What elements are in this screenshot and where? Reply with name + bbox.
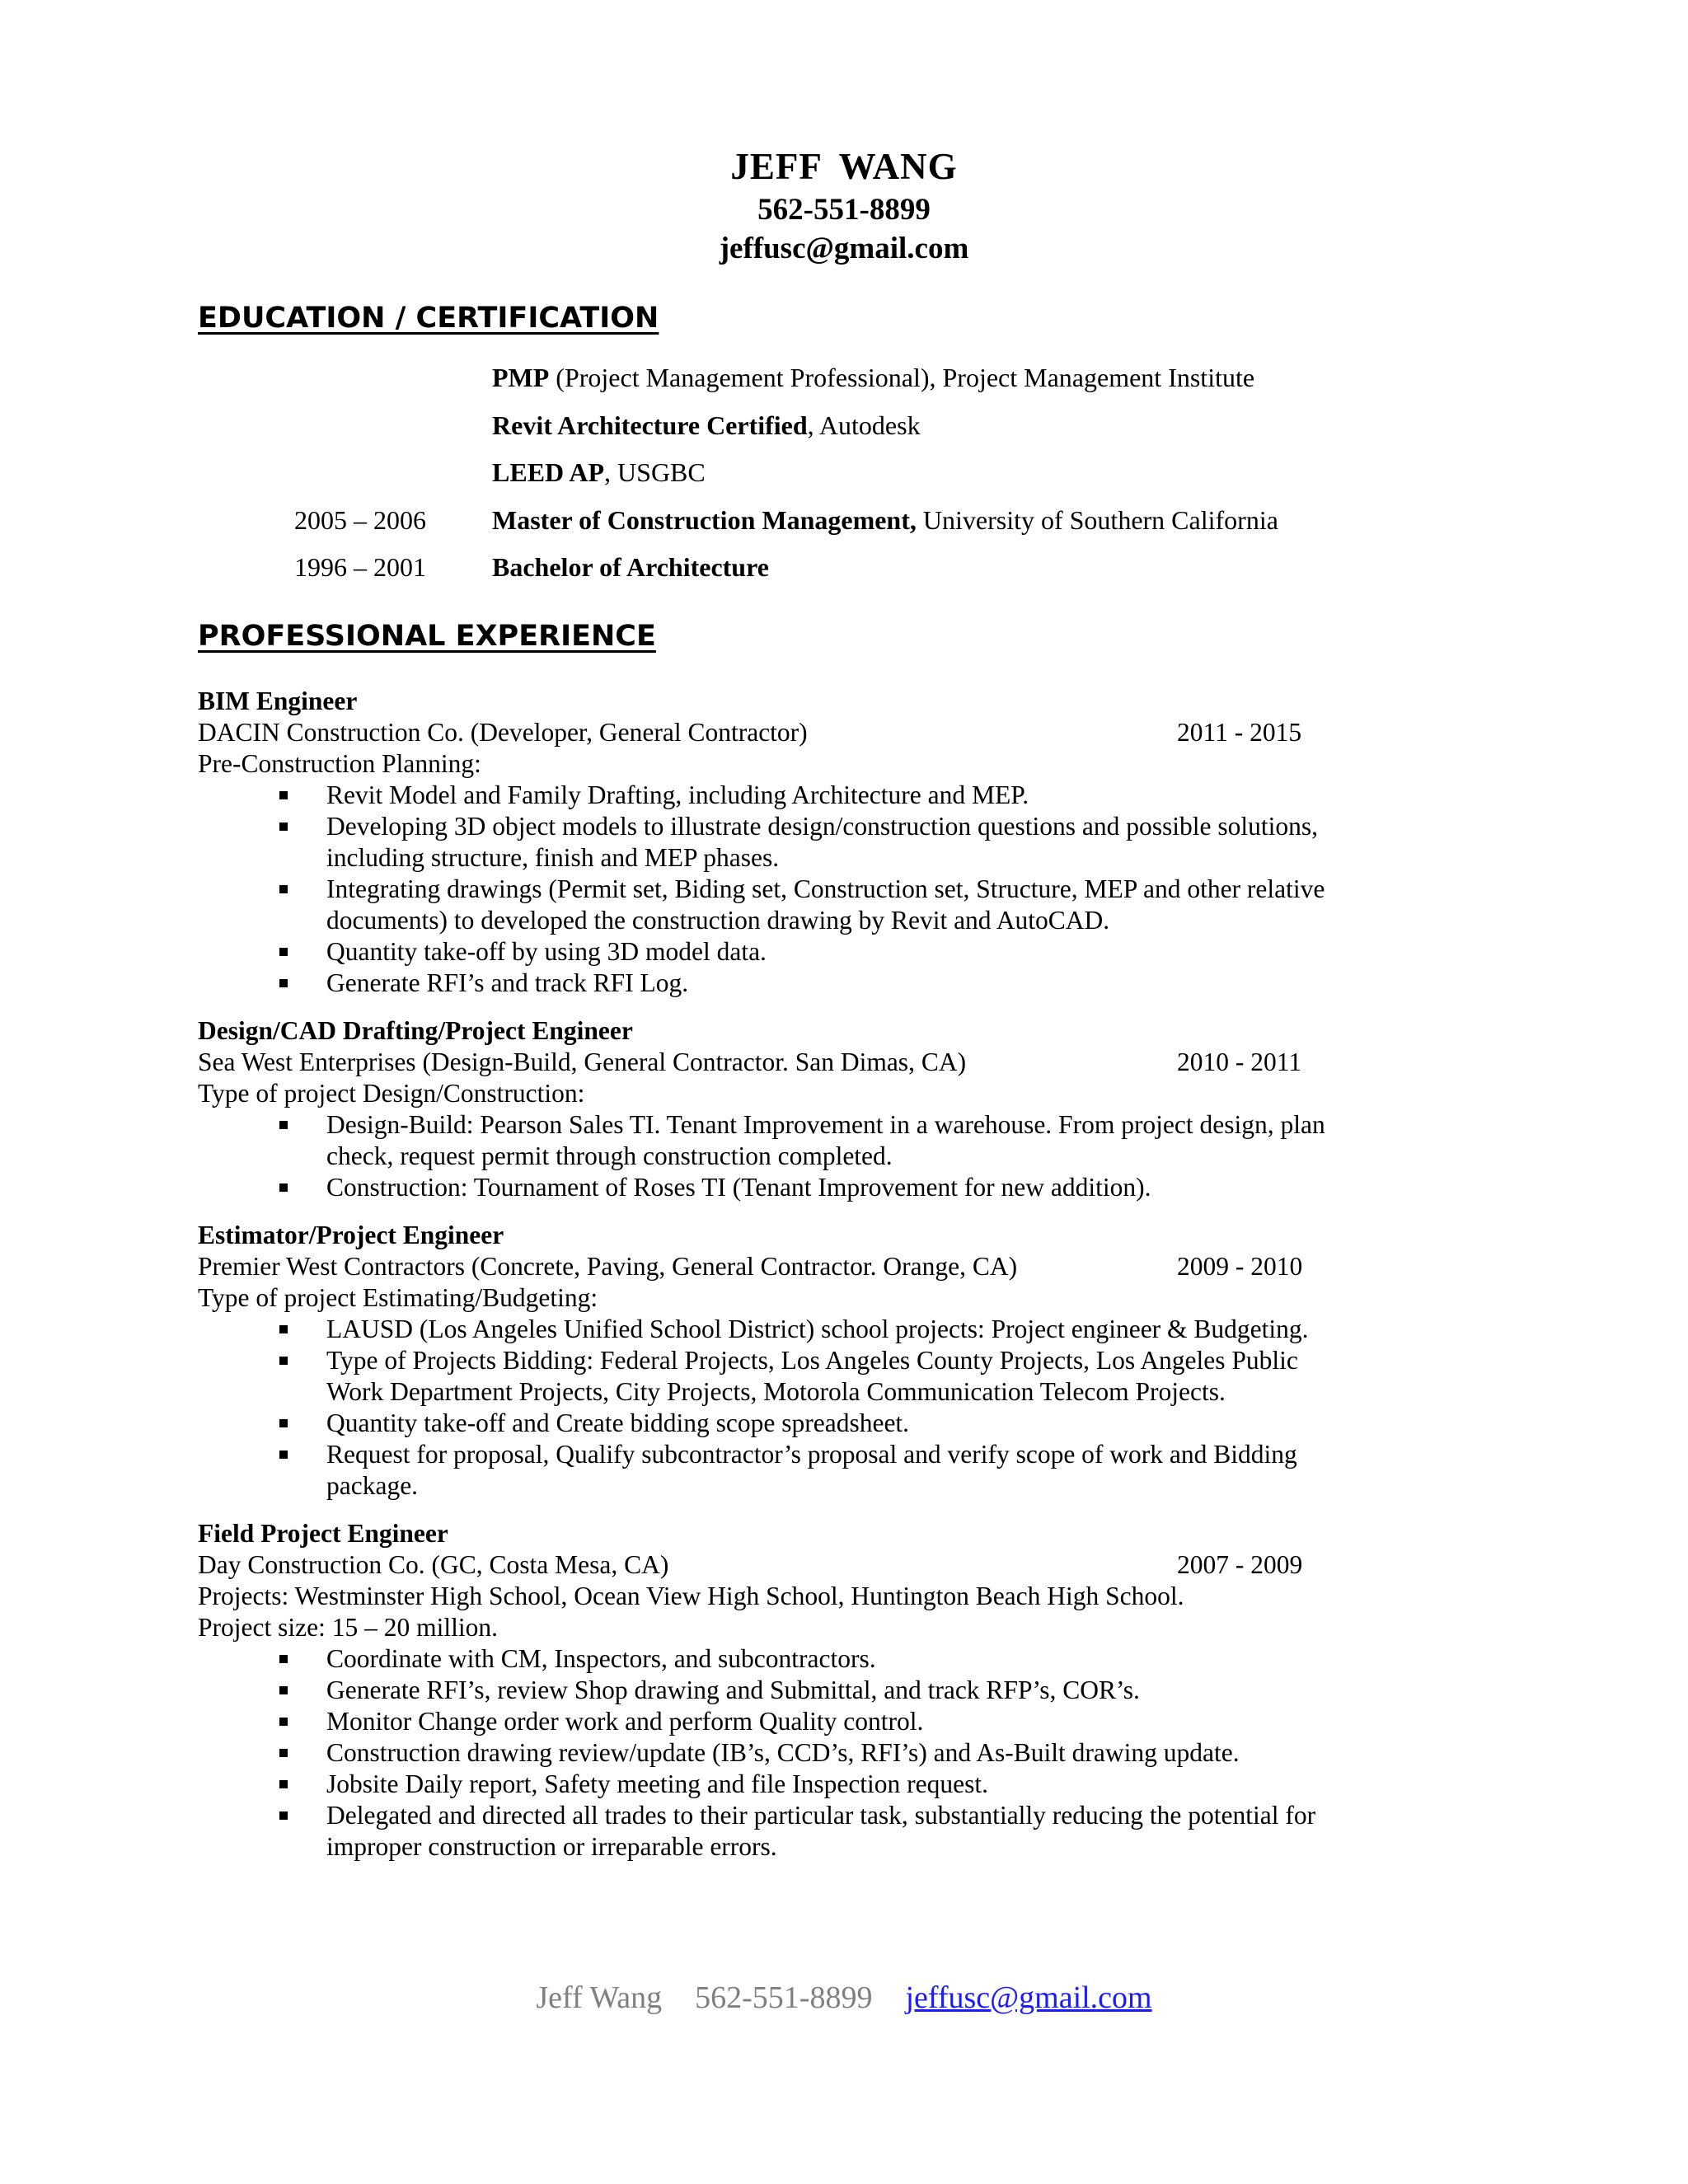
square-bullet-icon (279, 979, 288, 987)
job-bullet-list (198, 1643, 1434, 1863)
education-item (0, 457, 1688, 505)
education-entry (492, 363, 1254, 393)
job-bullet-text: LAUSD (Los Angeles Unified School District) school projects: Project engineer & Budgeting. (326, 1315, 1309, 1343)
education-credential: Bachelor of Architecture (492, 552, 769, 582)
job-description: Type of project Design/Construction: (198, 1079, 585, 1108)
education-credential: Master of Construction Management, (492, 504, 917, 535)
education-credential: PMP (492, 363, 550, 392)
job-bullet-text: Jobsite Daily report, Safety meeting and file Inspection request. (326, 1769, 989, 1798)
job-years: 2011 - 2015 (1177, 718, 1302, 747)
square-bullet-icon (279, 1811, 288, 1820)
job-bullet-text: Quantity take-off and Create bidding scope spreadsheet. (326, 1408, 910, 1437)
education-heading: EDUCATION / CERTIFICATION (198, 302, 659, 335)
job-bullet (198, 1706, 1356, 1737)
experience-heading: PROFESSIONAL EXPERIENCE (198, 620, 656, 653)
job-bullet (198, 874, 1356, 936)
job-bullet (198, 811, 1356, 874)
job-bullet (198, 1643, 1356, 1675)
education-list (0, 363, 1688, 600)
job-bullet-text: Quantity take-off by using 3D model data. (326, 937, 767, 966)
square-bullet-icon (279, 1183, 288, 1192)
job-description: Project size: 15 – 20 million. (198, 1613, 498, 1642)
job-entry (198, 1220, 1434, 1502)
job-title: BIM Engineer (198, 687, 358, 715)
job-bullet-text: Design-Build: Pearson Sales TI. Tenant Improvement in a warehouse. From project design, plan check, request permit through construction completed. (326, 1110, 1325, 1170)
footer-phone: 562-551-8899 (695, 1980, 873, 2015)
job-bullet-text: Coordinate with CM, Inspectors, and subcontractors. (326, 1644, 876, 1673)
job-bullet-text: Generate RFI’s and track RFI Log. (326, 968, 689, 997)
square-bullet-icon (279, 1121, 288, 1129)
education-detail: , Autodesk (807, 410, 921, 440)
education-credential: LEED AP (492, 457, 605, 487)
job-years: 2009 - 2010 (1177, 1252, 1303, 1281)
education-item (0, 363, 1688, 410)
job-bullet (198, 936, 1356, 968)
job-bullet-list (198, 1109, 1434, 1203)
job-bullet (198, 968, 1356, 999)
job-bullet-text: Integrating drawings (Permit set, Biding set, Construction set, Structure, MEP and other relative documents) to developed the construction drawing by Revit and AutoCAD. (326, 874, 1325, 935)
job-entry (198, 1015, 1434, 1203)
experience-list (198, 686, 1434, 1879)
job-bullet (198, 1408, 1356, 1439)
education-detail: University of Southern California (916, 504, 1278, 535)
job-years: 2007 - 2009 (1177, 1550, 1303, 1579)
job-bullet (198, 1675, 1356, 1706)
job-bullet (198, 1737, 1356, 1769)
education-item (0, 505, 1688, 553)
header-email: jeffusc@gmail.com (719, 232, 969, 265)
job-bullet-text: Monitor Change order work and perform Quality control. (326, 1707, 924, 1736)
job-bullet-list (198, 1314, 1434, 1502)
resume-name: JEFF WANG (730, 146, 958, 187)
square-bullet-icon (279, 948, 288, 956)
job-bullet-text: Delegated and directed all trades to their particular task, substantially reducing the potential for improper construction or irreparable errors. (326, 1801, 1316, 1861)
education-detail: , USGBC (604, 457, 706, 487)
education-years: 2005 – 2006 (294, 504, 426, 535)
job-bullet-text: Request for proposal, Qualify subcontractor’s proposal and verify scope of work and Bidding package. (326, 1440, 1297, 1500)
job-bullet (198, 1172, 1356, 1203)
job-bullet-text: Developing 3D object models to illustrate design/construction questions and possible solutions, including structure, finish and MEP phases. (326, 812, 1318, 872)
job-company: DACIN Construction Co. (Developer, General Contractor) (198, 718, 808, 747)
job-years: 2010 - 2011 (1177, 1047, 1302, 1076)
education-entry (492, 457, 706, 488)
education-entry (492, 552, 769, 583)
job-title: Design/CAD Drafting/Project Engineer (198, 1016, 633, 1045)
job-bullet-text: Construction: Tournament of Roses TI (Tenant Improvement for new addition). (326, 1173, 1151, 1202)
footer-email-link[interactable]: jeffusc@gmail.com (905, 1980, 1152, 2015)
job-bullet (198, 1345, 1356, 1408)
job-bullet (198, 1439, 1356, 1502)
square-bullet-icon (279, 1718, 288, 1726)
job-bullet (198, 780, 1356, 811)
page-footer (0, 1980, 1688, 2016)
job-description: Pre-Construction Planning: (198, 749, 481, 778)
job-description: Type of project Estimating/Budgeting: (198, 1283, 598, 1312)
square-bullet-icon (279, 1325, 288, 1333)
job-bullet (198, 1800, 1356, 1863)
job-bullet-list (198, 780, 1434, 999)
square-bullet-icon (279, 1451, 288, 1459)
square-bullet-icon (279, 1655, 288, 1663)
education-credential: Revit Architecture Certified (492, 410, 808, 440)
job-company-line (198, 1251, 1434, 1282)
square-bullet-icon (279, 823, 288, 831)
education-item (0, 552, 1688, 600)
job-bullet-text: Type of Projects Bidding: Federal Projects, Los Angeles County Projects, Los Angeles Public Work Department Projects, City Projects, Motorola Communication Telecom Projects. (326, 1346, 1298, 1406)
square-bullet-icon (279, 1780, 288, 1788)
job-entry (198, 686, 1434, 999)
job-bullet-text: Construction drawing review/update (IB’s, CCD’s, RFI’s) and As-Built drawing update. (326, 1738, 1240, 1767)
header-phone: 562-551-8899 (757, 193, 931, 227)
education-entry (492, 505, 1278, 536)
job-entry (198, 1518, 1434, 1863)
job-company: Day Construction Co. (GC, Costa Mesa, CA) (198, 1550, 669, 1579)
square-bullet-icon (279, 1419, 288, 1427)
square-bullet-icon (279, 885, 288, 893)
job-bullet (198, 1314, 1356, 1345)
job-company-line (198, 717, 1434, 748)
job-company-line (198, 1549, 1434, 1581)
job-title: Estimator/Project Engineer (198, 1221, 504, 1249)
square-bullet-icon (279, 1686, 288, 1694)
education-years: 1996 – 2001 (294, 552, 426, 582)
square-bullet-icon (279, 791, 288, 799)
job-company: Premier West Contractors (Concrete, Paving, General Contractor. Orange, CA) (198, 1252, 1018, 1281)
education-detail: (Project Management Professional), Project Management Institute (549, 363, 1255, 392)
job-bullet-text: Generate RFI’s, review Shop drawing and Submittal, and track RFP’s, COR’s. (326, 1675, 1140, 1704)
job-bullet (198, 1109, 1356, 1172)
job-company-line (198, 1047, 1434, 1078)
square-bullet-icon (279, 1357, 288, 1365)
square-bullet-icon (279, 1749, 288, 1757)
job-title: Field Project Engineer (198, 1519, 448, 1548)
job-company: Sea West Enterprises (Design-Build, General Contractor. San Dimas, CA) (198, 1047, 967, 1076)
job-description: Projects: Westminster High School, Ocean View High School, Huntington Beach High School. (198, 1582, 1184, 1610)
education-entry (492, 410, 921, 441)
job-bullet (198, 1769, 1356, 1800)
education-item (0, 410, 1688, 458)
footer-name: Jeff Wang (536, 1980, 663, 2015)
job-bullet-text: Revit Model and Family Drafting, including Architecture and MEP. (326, 780, 1029, 809)
